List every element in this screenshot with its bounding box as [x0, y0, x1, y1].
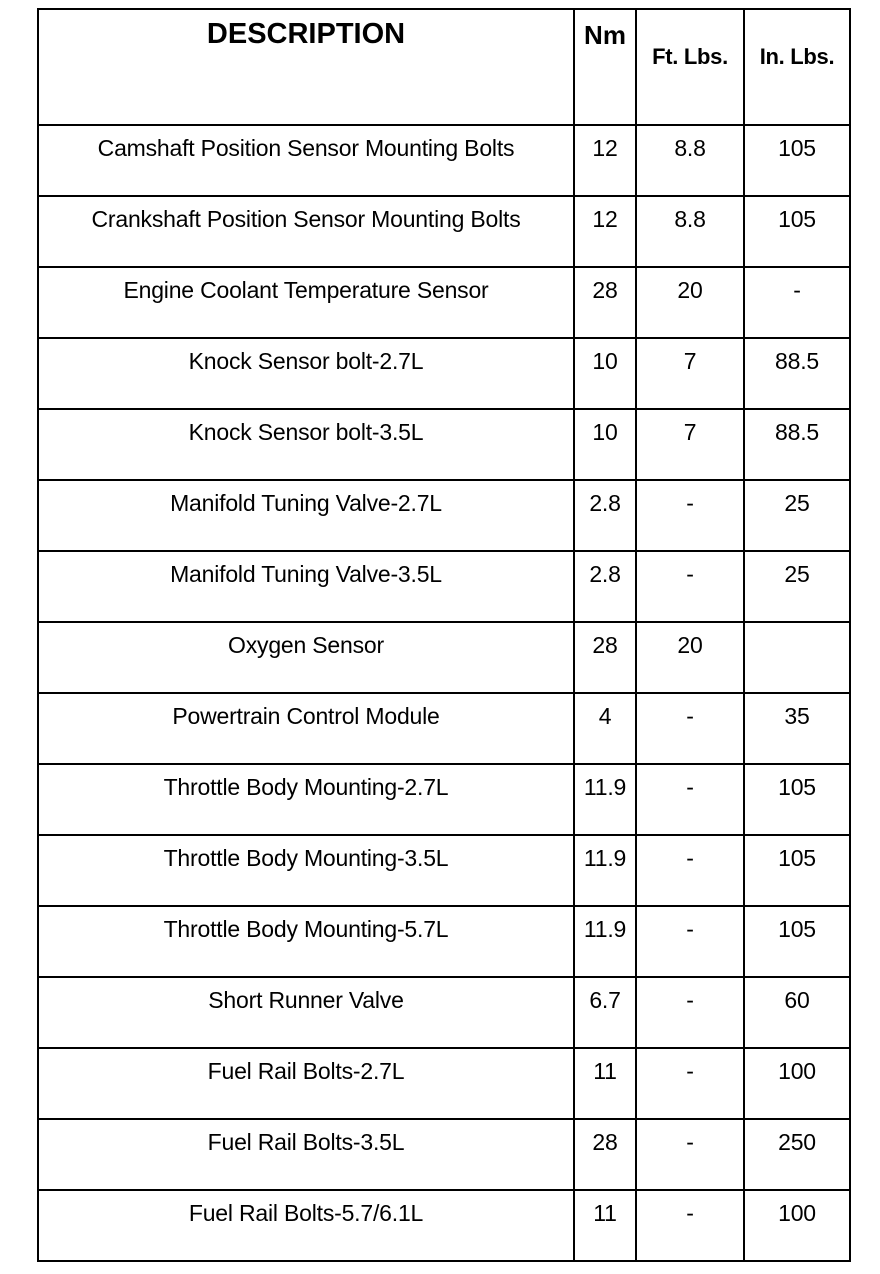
table-row	[38, 1190, 850, 1261]
cell-ft-lbs: -	[636, 906, 744, 977]
cell-ft-lbs: 20	[636, 267, 744, 338]
cell-nm: 12	[574, 196, 636, 267]
cell-description: Throttle Body Mounting-3.5L	[38, 835, 574, 906]
cell-ft-lbs: 7	[636, 409, 744, 480]
cell-description: Knock Sensor bolt-2.7L	[38, 338, 574, 409]
cell-description: Short Runner Valve	[38, 977, 574, 1048]
table-row	[38, 693, 850, 764]
cell-in-lbs: 105	[744, 196, 850, 267]
cell-in-lbs: 105	[744, 125, 850, 196]
header-in-lbs: In. Lbs.	[744, 9, 850, 125]
cell-description: Fuel Rail Bolts-3.5L	[38, 1119, 574, 1190]
cell-in-lbs: 88.5	[744, 409, 850, 480]
cell-in-lbs: 250	[744, 1119, 850, 1190]
cell-nm: 11.9	[574, 835, 636, 906]
table-row	[38, 1048, 850, 1119]
cell-nm: 10	[574, 338, 636, 409]
cell-in-lbs: 35	[744, 693, 850, 764]
table-row	[38, 906, 850, 977]
cell-in-lbs: 88.5	[744, 338, 850, 409]
table-row	[38, 125, 850, 196]
header-row	[38, 9, 850, 125]
table-row	[38, 338, 850, 409]
cell-nm: 11	[574, 1048, 636, 1119]
cell-nm: 28	[574, 267, 636, 338]
cell-description: Engine Coolant Temperature Sensor	[38, 267, 574, 338]
cell-ft-lbs: -	[636, 1190, 744, 1261]
cell-ft-lbs: -	[636, 1048, 744, 1119]
header-ft-lbs: Ft. Lbs.	[636, 9, 744, 125]
cell-nm: 12	[574, 125, 636, 196]
cell-ft-lbs: 7	[636, 338, 744, 409]
cell-nm: 11	[574, 1190, 636, 1261]
cell-ft-lbs: 20	[636, 622, 744, 693]
cell-description: Camshaft Position Sensor Mounting Bolts	[38, 125, 574, 196]
cell-ft-lbs: -	[636, 693, 744, 764]
cell-ft-lbs: -	[636, 480, 744, 551]
cell-nm: 11.9	[574, 764, 636, 835]
cell-ft-lbs: 8.8	[636, 196, 744, 267]
cell-nm: 4	[574, 693, 636, 764]
cell-nm: 10	[574, 409, 636, 480]
cell-description: Oxygen Sensor	[38, 622, 574, 693]
cell-description: Fuel Rail Bolts-5.7/6.1L	[38, 1190, 574, 1261]
cell-in-lbs: 105	[744, 835, 850, 906]
cell-nm: 2.8	[574, 551, 636, 622]
table-row	[38, 1119, 850, 1190]
cell-description: Manifold Tuning Valve-2.7L	[38, 480, 574, 551]
cell-description: Throttle Body Mounting-2.7L	[38, 764, 574, 835]
cell-in-lbs: 100	[744, 1048, 850, 1119]
cell-description: Fuel Rail Bolts-2.7L	[38, 1048, 574, 1119]
table-row	[38, 764, 850, 835]
header-description: DESCRIPTION	[38, 9, 574, 125]
cell-in-lbs: 25	[744, 480, 850, 551]
table-row	[38, 409, 850, 480]
cell-in-lbs: 100	[744, 1190, 850, 1261]
cell-in-lbs: 105	[744, 906, 850, 977]
cell-description: Crankshaft Position Sensor Mounting Bolts	[38, 196, 574, 267]
cell-ft-lbs: -	[636, 764, 744, 835]
table-row	[38, 977, 850, 1048]
cell-ft-lbs: -	[636, 977, 744, 1048]
table-row	[38, 267, 850, 338]
cell-in-lbs: -	[744, 267, 850, 338]
cell-ft-lbs: 8.8	[636, 125, 744, 196]
table-row	[38, 835, 850, 906]
table-row	[38, 480, 850, 551]
cell-in-lbs	[744, 622, 850, 693]
cell-in-lbs: 25	[744, 551, 850, 622]
cell-nm: 28	[574, 622, 636, 693]
cell-nm: 11.9	[574, 906, 636, 977]
cell-ft-lbs: -	[636, 835, 744, 906]
table-row	[38, 196, 850, 267]
cell-ft-lbs: -	[636, 1119, 744, 1190]
table-row	[38, 622, 850, 693]
cell-in-lbs: 60	[744, 977, 850, 1048]
cell-description: Manifold Tuning Valve-3.5L	[38, 551, 574, 622]
header-nm: Nm	[574, 9, 636, 125]
cell-nm: 2.8	[574, 480, 636, 551]
cell-description: Powertrain Control Module	[38, 693, 574, 764]
table-row	[38, 551, 850, 622]
cell-ft-lbs: -	[636, 551, 744, 622]
cell-nm: 28	[574, 1119, 636, 1190]
cell-nm: 6.7	[574, 977, 636, 1048]
cell-description: Knock Sensor bolt-3.5L	[38, 409, 574, 480]
cell-in-lbs: 105	[744, 764, 850, 835]
torque-spec-table	[37, 8, 851, 1262]
cell-description: Throttle Body Mounting-5.7L	[38, 906, 574, 977]
